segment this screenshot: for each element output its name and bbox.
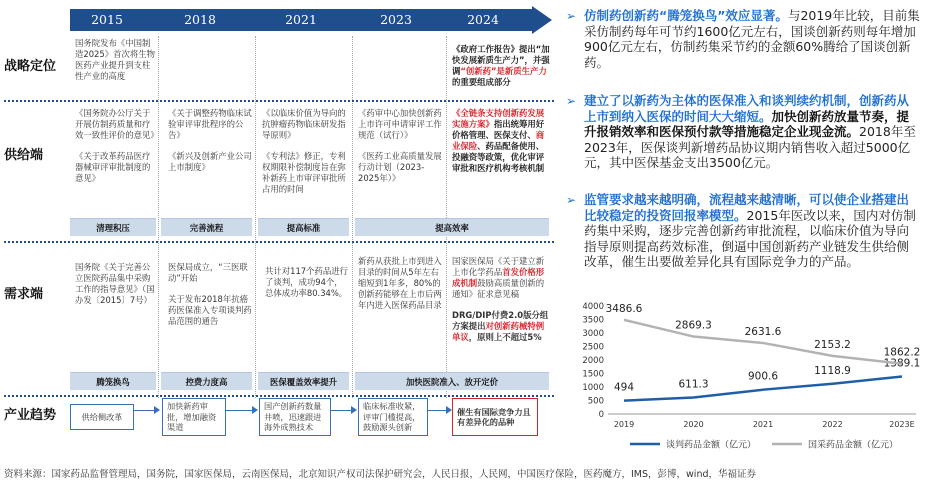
- demand-2024-text: 国家医保局《关于建立新上市化学药品首发价格形成机制鼓励高质量创新的通知》征求意见稿 DRG/DIP付费2.0版分组方案提出对创新药械特例单议，原则上不超过5%: [452, 256, 549, 342]
- trend-arrow-icon: [226, 410, 256, 411]
- supply-2021-text: 《以临床价值为导向的抗肿瘤药物临床研发指导原则》 《专利法》修正，专利权期限补偿制度旨在弥补新药上市审评审批所占用的时间: [262, 108, 346, 194]
- trend-box-3: 国产创新药数量井喷，迅速跟进海外成熟技术: [259, 398, 331, 436]
- demand-tag: 腾笼换鸟: [70, 372, 156, 390]
- supply-2023-text: 《药审中心加快创新药上市许可申请审评工作规范（试行）》 《医药工业高质量发展行动计划（2023-2025年）》: [358, 108, 442, 183]
- bullet-1: ➢ 仿制药创新药“腾笼换鸟”效应显著。与2019年比较，目前集采仿制药每年可节约1600亿元左右，国谈创新药则每年增加900亿元左右，仿制药集采节约的金额60%腾给了国谈创新药。: [566, 8, 920, 70]
- row-label-supply: 供给端: [4, 148, 44, 163]
- trend-arrow-icon: [331, 410, 355, 411]
- demand-2023-text: 新药从获批上市到进入目录的时间从5年左右缩短到1年多，80%的创新药能够在上市后两年内进入医保药品目录: [358, 256, 442, 310]
- supply-tag: 清理积压: [70, 218, 156, 236]
- legend-label: 国采药品金额（亿元）: [808, 440, 899, 451]
- supply-2015-text: 《国务院办公厅关于开展仿制药质量和疗效一致性评价的意见》 《关于改革药品医疗器械审评审批制度的意见》: [75, 108, 159, 183]
- year-2024: 2024: [467, 12, 499, 27]
- demand-tag: 医保覆盖效率提升: [258, 372, 349, 390]
- trend-arrow-icon: [428, 410, 450, 411]
- data-label: 1389.1: [883, 357, 921, 370]
- x-tick-label: 2023E: [889, 420, 915, 429]
- data-label: 3486.6: [605, 302, 643, 315]
- strategy-2024-text: 《政府工作报告》提出“加快发展新质生产力”，并强调“创新药”是新质生产力的重要组成部分: [452, 44, 550, 87]
- trend-arrow-icon: [134, 410, 158, 411]
- supply-2018-text: 《关于调整药物临床试验审评审批程序的公告》 《新兴及创新产业公司上市制度》: [168, 108, 252, 172]
- data-label: 900.6: [747, 370, 779, 383]
- legend-label: 谈判药品金额（亿元）: [666, 440, 757, 451]
- data-label: 1118.9: [814, 364, 851, 377]
- y-tick-label: 2500: [582, 342, 604, 353]
- x-tick-label: 2019: [613, 420, 635, 429]
- column-divider: [352, 36, 353, 398]
- year-2023: 2023: [380, 12, 412, 27]
- year-2018: 2018: [184, 12, 216, 27]
- supply-tag: 提高效率: [355, 218, 549, 236]
- timeline-arrow-icon: [532, 6, 552, 34]
- source-note: 资料来源：国家药品监督管理局，国务院，国家医保局，云南医保局，北京知识产权司法保护研究会，人民日报，人民网，中国医疗保险，医药魔方，IMS，彭博，wind，华福证券: [4, 469, 756, 480]
- y-tick-label: 1500: [582, 369, 604, 380]
- demand-tag: 控费力度高: [161, 372, 252, 390]
- column-divider: [446, 36, 447, 398]
- y-tick-label: 3000: [582, 329, 604, 339]
- supply-2024-text: 《全链条支持创新药发展实施方案》指出统筹用好价格管理、医保支付、商业保险、药品配备使用、投融资等政策，优化审评审批和医疗机构考核机制: [452, 108, 545, 173]
- y-tick-label: 2000: [582, 356, 604, 366]
- timeline: [70, 6, 552, 33]
- supply-tag: 完善流程: [161, 218, 252, 236]
- trend-box-2: 加快新药审批，增加融资渠道: [162, 398, 226, 436]
- row-label-trend: 产业趋势: [4, 408, 57, 423]
- row-label-demand: 需求端: [4, 287, 44, 302]
- trend-box-5: 催生有国际竞争力且有差异化的品种: [452, 398, 538, 436]
- row-label-strategy: 战略定位: [4, 59, 57, 74]
- y-tick-label: 0: [598, 410, 604, 420]
- column-divider: [255, 36, 256, 398]
- x-tick-label: 2021: [752, 420, 774, 429]
- trend-box-1: 供给侧改革: [70, 404, 134, 430]
- data-label: 2153.2: [814, 338, 851, 351]
- strategy-2015-text: 国务院发布《中国制造2025》首次将生物医药产业提升到支柱性产业的高度: [75, 38, 155, 81]
- demand-2018-text: 医保局成立，“三医联动”开始 关于发布2018年抗癌药医保准入专项谈判药品范围的通告: [168, 262, 252, 326]
- x-tick-label: 2022: [822, 420, 843, 429]
- year-2021: 2021: [285, 12, 317, 27]
- column-divider: [158, 36, 159, 398]
- row-divider: [4, 100, 554, 102]
- demand-2021-text: 共计对117个药品进行了谈判，成功94个，总体成功率80.34%。: [265, 266, 348, 298]
- y-tick-label: 1000: [582, 383, 604, 393]
- year-2015: 2015: [91, 12, 123, 27]
- demand-tag: 加快医院准入、放开定价: [355, 372, 549, 390]
- demand-2015-text: 国务院《关于完善公立医院药品集中采购工作的指导意见》（国办发〔2015〕7号）: [75, 262, 155, 305]
- drug-amount-line-chart: [566, 298, 926, 458]
- y-tick-label: 3500: [582, 315, 604, 326]
- y-tick-label: 500: [587, 396, 604, 407]
- triangle-bullet-icon: ➢: [566, 9, 577, 23]
- triangle-bullet-icon: ➢: [566, 193, 577, 207]
- data-label: 2631.6: [744, 325, 782, 338]
- data-label: 611.3: [678, 378, 709, 391]
- row-divider: [4, 395, 554, 397]
- bullet-2: ➢ 建立了以新药为主体的医保准入和谈判续约机制，创新药从上市到纳入医保的时间大大缩短。加快创新药放量节奏，提升报销效率和医保预付款等措施稳定企业现金流。2018年至2023年，医保谈判新增药品协议期内销售收入超过5000亿元，其中医保基金支出3500亿元。: [566, 93, 916, 170]
- data-label: 2869.3: [675, 319, 712, 332]
- row-divider: [4, 241, 554, 243]
- data-label: 494: [613, 381, 635, 394]
- triangle-bullet-icon: ➢: [566, 94, 577, 108]
- trend-box-4: 临床标准收紧，评审门槛提高，鼓励源头创新: [358, 398, 428, 436]
- bullet-3: ➢ 监管要求越来越明确，流程越来越清晰，可以使企业搭建出比较稳定的投资回报率模型。2015年医改以来，国内对仿制药集中采购，逐步完善创新药审批流程，以临床价值为导向指导原则提高药效标准，倒逼中国创新药产业链发生供给侧改革，催生出要做差异化具有国际竞争力的产品。: [566, 192, 916, 269]
- x-tick-label: 2020: [683, 420, 704, 429]
- supply-tag: 提高标准: [258, 218, 349, 236]
- y-tick-label: 4000: [582, 302, 604, 312]
- data-label: 1862.2: [883, 346, 921, 359]
